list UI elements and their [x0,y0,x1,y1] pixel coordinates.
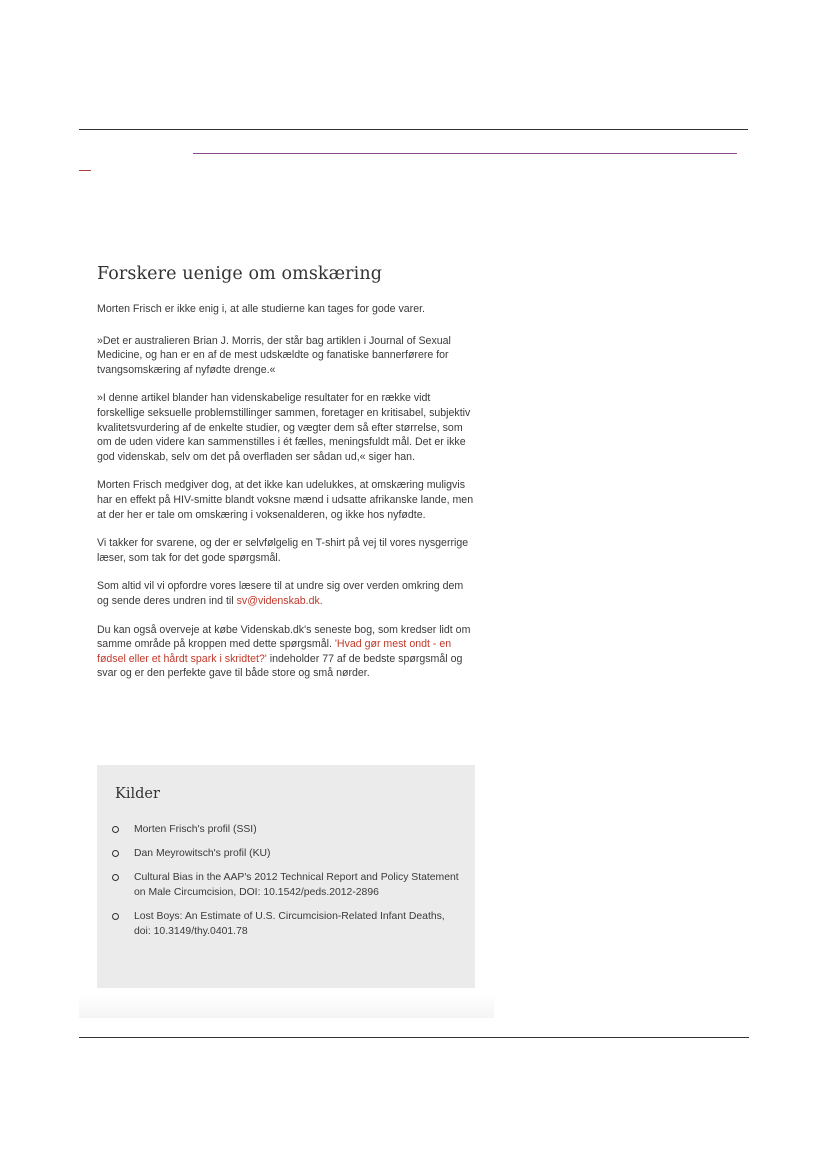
source-item[interactable] [111,870,461,900]
page-bottom-shadow [79,995,494,1018]
bullet-circle-icon [112,826,119,833]
article-body [97,262,477,695]
source-label: Dan Meyrowitsch's profil (KU) [134,848,271,859]
source-label: Lost Boys: An Estimate of U.S. Circumcision-Related Infant Deaths, doi: 10.3149/thy.0401.78 [134,911,445,937]
source-label: Cultural Bias in the AAP's 2012 Technical Report and Policy Statement on Male Circumcision, DOI: 10.1542/peds.2012-2896 [134,872,459,898]
sources-box [97,765,475,988]
bullet-circle-icon [112,913,119,920]
sources-title: Kilder [115,786,160,802]
bullet-circle-icon [112,874,119,881]
contact-text: Som altid vil vi opfordre vores læsere til at undre sig over verden omkring dem og sende deres undren ind til [97,580,464,607]
accent-divider [193,153,737,154]
article-heading: Forskere uenige om omskæring [97,264,383,284]
paragraph-thanks: Vi takker for svarene, og der er selvfølgelig en T-shirt på vej til vores nysgerrige læser, som tak for det gode spørgsmål. [97,537,469,564]
paragraph-quote-1: »Det er australieren Brian J. Morris, der står bag artiklen i Journal of Sexual Medicine, og han er en af de mest udskældte og fanatiske bannerførere for tvangsomskæring af nyfødte drenge.« [97,334,451,376]
book-text-before: Du kan også overveje at købe Videnskab.dk's seneste bog, som kredser lidt om samme område på kroppen med dette spørgsmål. [97,623,471,651]
bullet-circle-icon [112,850,119,857]
source-item[interactable] [111,822,461,837]
book-link[interactable]: 'Hvad gør mest ondt - en fødsel eller et hårdt spark i skridtet?' [97,638,452,665]
top-divider [79,129,748,130]
source-label: Morten Frisch's profil (SSI) [134,824,257,835]
paragraph-intro: Morten Frisch er ikke enig i, at alle studierne kan tages for gode varer. [97,303,425,315]
bottom-divider [79,1037,749,1038]
paragraph-quote-2: »I denne artikel blander han videnskabelige resultater for en række vidt forskellige seksuelle problemstillinger sammen, foretager en kritisabel, subjektiv kvalitetsvurdering af de enkelte studier, og vægter dem så efter størrelse, som om de uden videre kan sammenstilles i ét fælles, meningsfuldt mål. Det er ikke god videnskab, selv om det på overfladen ser sådan ud,« siger han. [97,392,471,463]
sources-list [111,822,461,948]
paragraph-contact [97,579,477,608]
source-item[interactable] [111,846,461,861]
book-text-after: indeholder 77 af de bedste spørgsmål og svar og er den perfekte gave til både store og små nørder. [97,652,463,680]
source-item[interactable] [111,909,461,939]
small-accent-mark [79,170,91,171]
email-link[interactable]: sv@videnskab.dk. [236,594,323,607]
paragraph-concession: Morten Frisch medgiver dog, at det ikke kan udelukkes, at omskæring muligvis har en effekt på HIV-smitte blandt voksne mænd i udsatte afrikanske lande, men at der her er tale om omskæring i voksenalderen, og ikke hos nyfødte. [97,479,474,521]
paragraph-book [97,623,477,681]
